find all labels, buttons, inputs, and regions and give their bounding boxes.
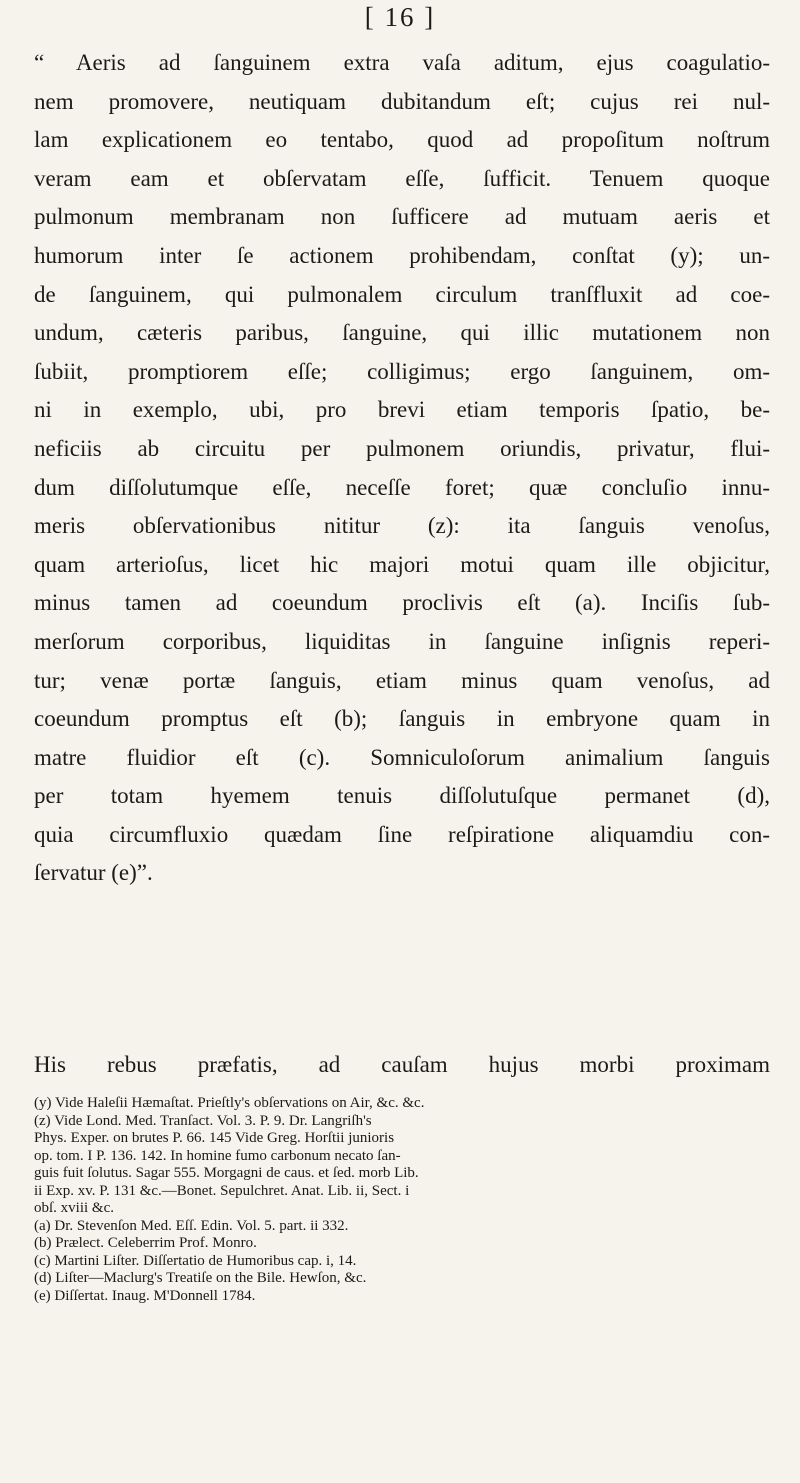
paragraph-line: quia circumfluxio quædam ſine reſpiratione aliquamdiu con-: [34, 821, 770, 847]
footnote-line: (z) Vide Lond. Med. Tranſact. Vol. 3. P. 9. Dr. Langriſh's: [34, 1112, 372, 1129]
paragraph-line: tur; venæ portæ ſanguis, etiam minus quam venoſus, ad: [34, 667, 770, 693]
paragraph-line: neficiis ab circuitu per pulmonem oriundis, privatur, flui-: [34, 435, 770, 461]
page-number: [ 16 ]: [364, 2, 436, 32]
footnotes: [34, 1095, 770, 1305]
paragraph-line: coeundum promptus eſt (b); ſanguis in embryone quam in: [34, 706, 770, 732]
paragraph-line: de ſanguinem, qui pulmonalem circulum tranſfluxit ad coe-: [34, 281, 770, 307]
paragraph-line: ni in exemplo, ubi, pro brevi etiam temporis ſpatio, be-: [34, 397, 770, 423]
paragraph-line: pulmonum membranam non ſufficere ad mutuam aeris et: [34, 204, 770, 230]
paragraph-line: merſorum corporibus, liquiditas in ſanguine inſignis reperi-: [34, 628, 770, 654]
paragraph-line: lam explicationem eo tentabo, quod ad propoſitum noſtrum: [34, 127, 770, 153]
paragraph-line: quam arterioſus, licet hic majori motui quam ille objicitur,: [34, 551, 770, 577]
footnote-line: op. tom. I P. 136. 142. In homine fumo carbonum necato ſan-: [34, 1147, 401, 1164]
paragraph-line: per totam hyemem tenuis diſſolutuſque permanet (d),: [34, 783, 770, 809]
paragraph-line: His rebus præfatis, ad cauſam hujus morbi proximam: [34, 1052, 770, 1077]
footnote-line: guis fuit ſolutus. Sagar 555. Morgagni de caus. et ſed. morb Lib.: [34, 1165, 419, 1181]
paragraph-line: ſubiit, promptiorem eſſe; colligimus; ergo ſanguinem, om-: [34, 358, 770, 384]
paragraph-line: ſervatur (e)”.: [34, 860, 153, 886]
paragraph-line: dum diſſolutumque eſſe, neceſſe foret; quæ concluſio innu-: [34, 474, 770, 500]
footnote-line: (y) Vide Haleſii Hæmaſtat. Prieſtly's obſervations on Air, &c. &c.: [34, 1095, 425, 1111]
second-paragraph: [34, 1046, 770, 1084]
paragraph-line: veram eam et obſervatam eſſe, ſufficit. Tenuem quoque: [34, 165, 770, 191]
footnote-line: (e) Diſſertat. Inaug. M'Donnell 1784.: [34, 1287, 256, 1304]
paragraph-line: undum, cæteris paribus, ſanguine, qui illic mutationem non: [34, 320, 770, 346]
paragraph-line: nem promovere, neutiquam dubitandum eſt; cujus rei nul-: [34, 88, 770, 114]
paragraph-line: minus tamen ad coeundum proclivis eſt (a). Inciſis ſub-: [34, 590, 770, 616]
paragraph-line: matre fluidior eſt (c). Somniculoſorum animalium ſanguis: [34, 744, 770, 770]
footnote-line: (a) Dr. Stevenſon Med. Eſſ. Edin. Vol. 5. part. ii 332.: [34, 1217, 349, 1234]
footnote-line: obſ. xviii &c.: [34, 1200, 114, 1216]
main-paragraph: [34, 44, 770, 893]
paragraph-line: “ Aeris ad ſanguinem extra vaſa aditum, ejus coagulatio-: [34, 50, 770, 75]
footnote-line: Phys. Exper. on brutes P. 66. 145 Vide Greg. Horſtii junioris: [34, 1130, 395, 1146]
footnote-line: ii Exp. xv. P. 131 &c.—Bonet. Sepulchret. Anat. Lib. ii, Sect. i: [34, 1182, 410, 1199]
paragraph-line: meris obſervationibus nititur (z): ita ſanguis venoſus,: [34, 513, 770, 539]
footnote-line: (b) Prælect. Celeberrim Prof. Monro.: [34, 1235, 257, 1251]
footnote-line: (d) Liſter—Maclurg's Treatiſe on the Bile. Hewſon, &c.: [34, 1270, 367, 1286]
footnote-line: (c) Martini Liſter. Diſſertatio de Humoribus cap. i, 14.: [34, 1252, 357, 1269]
paragraph-line: humorum inter ſe actionem prohibendam, conſtat (y); un-: [34, 242, 770, 268]
